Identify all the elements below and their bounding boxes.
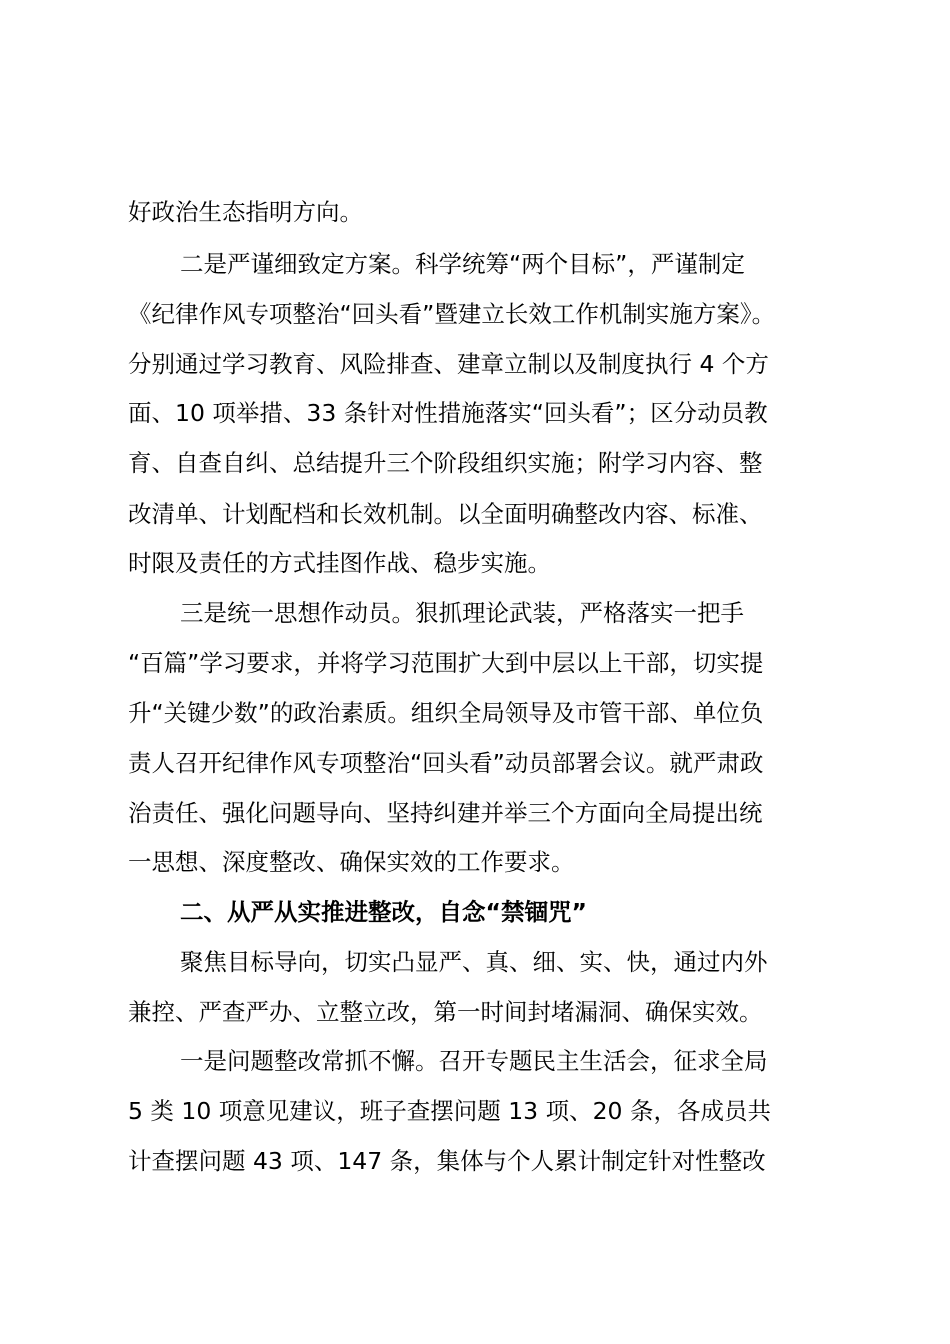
text-line-17: 兼控、严查严办、立整立改，第一时间封堵漏洞、确保实效。 [128,998,763,1026]
section-heading: 二、从严从实推进整改，自念“禁锢咒” [180,898,587,926]
text-line-12: 责人召开纪律作风专项整治“回头看”动员部署会议。就严肃政 [128,749,764,777]
text-line-2: 二是严谨细致定方案。科学统筹“两个目标”，严谨制定 [180,250,745,278]
text-line-6: 育、自查自纠、总结提升三个阶段组织实施；附学习内容、整 [128,449,763,477]
text-line-16: 聚焦目标导向，切实凸显严、真、细、实、快，通过内外 [180,948,768,976]
text-line-3: 《纪律作风专项整治“回头看”暨建立长效工作机制实施方案》。 [128,300,776,328]
text-line-13: 治责任、强化问题导向、坚持纠建并举三个方面向全局提出统 [128,799,763,827]
text-line-8: 时限及责任的方式挂图作战、稳步实施。 [128,549,551,577]
text-line-14: 一思想、深度整改、确保实效的工作要求。 [128,848,575,876]
text-line-10: “百篇”学习要求，并将学习范围扩大到中层以上干部，切实提 [128,649,764,677]
text-line-20: 计查摆问题 43 项、147 条，集体与个人累计制定针对性整改 [128,1147,766,1175]
text-line-19: 5 类 10 项意见建议，班子查摆问题 13 项、20 条，各成员共 [128,1097,771,1125]
text-line-7: 改清单、计划配档和长效机制。以全面明确整改内容、标准、 [128,500,763,528]
text-line-5: 面、10 项举措、33 条针对性措施落实“回头看”；区分动员教 [128,399,768,427]
text-line-11: 升“关键少数”的政治素质。组织全局领导及市管干部、单位负 [128,699,764,727]
text-line-18: 一是问题整改常抓不懈。召开专题民主生活会，征求全局 [180,1047,768,1075]
text-line-1: 好政治生态指明方向。 [128,198,363,226]
text-line-9: 三是统一思想作动员。狠抓理论武装，严格落实一把手 [180,599,744,627]
text-line-4: 分别通过学习教育、风险排查、建章立制以及制度执行 4 个方 [128,350,769,378]
